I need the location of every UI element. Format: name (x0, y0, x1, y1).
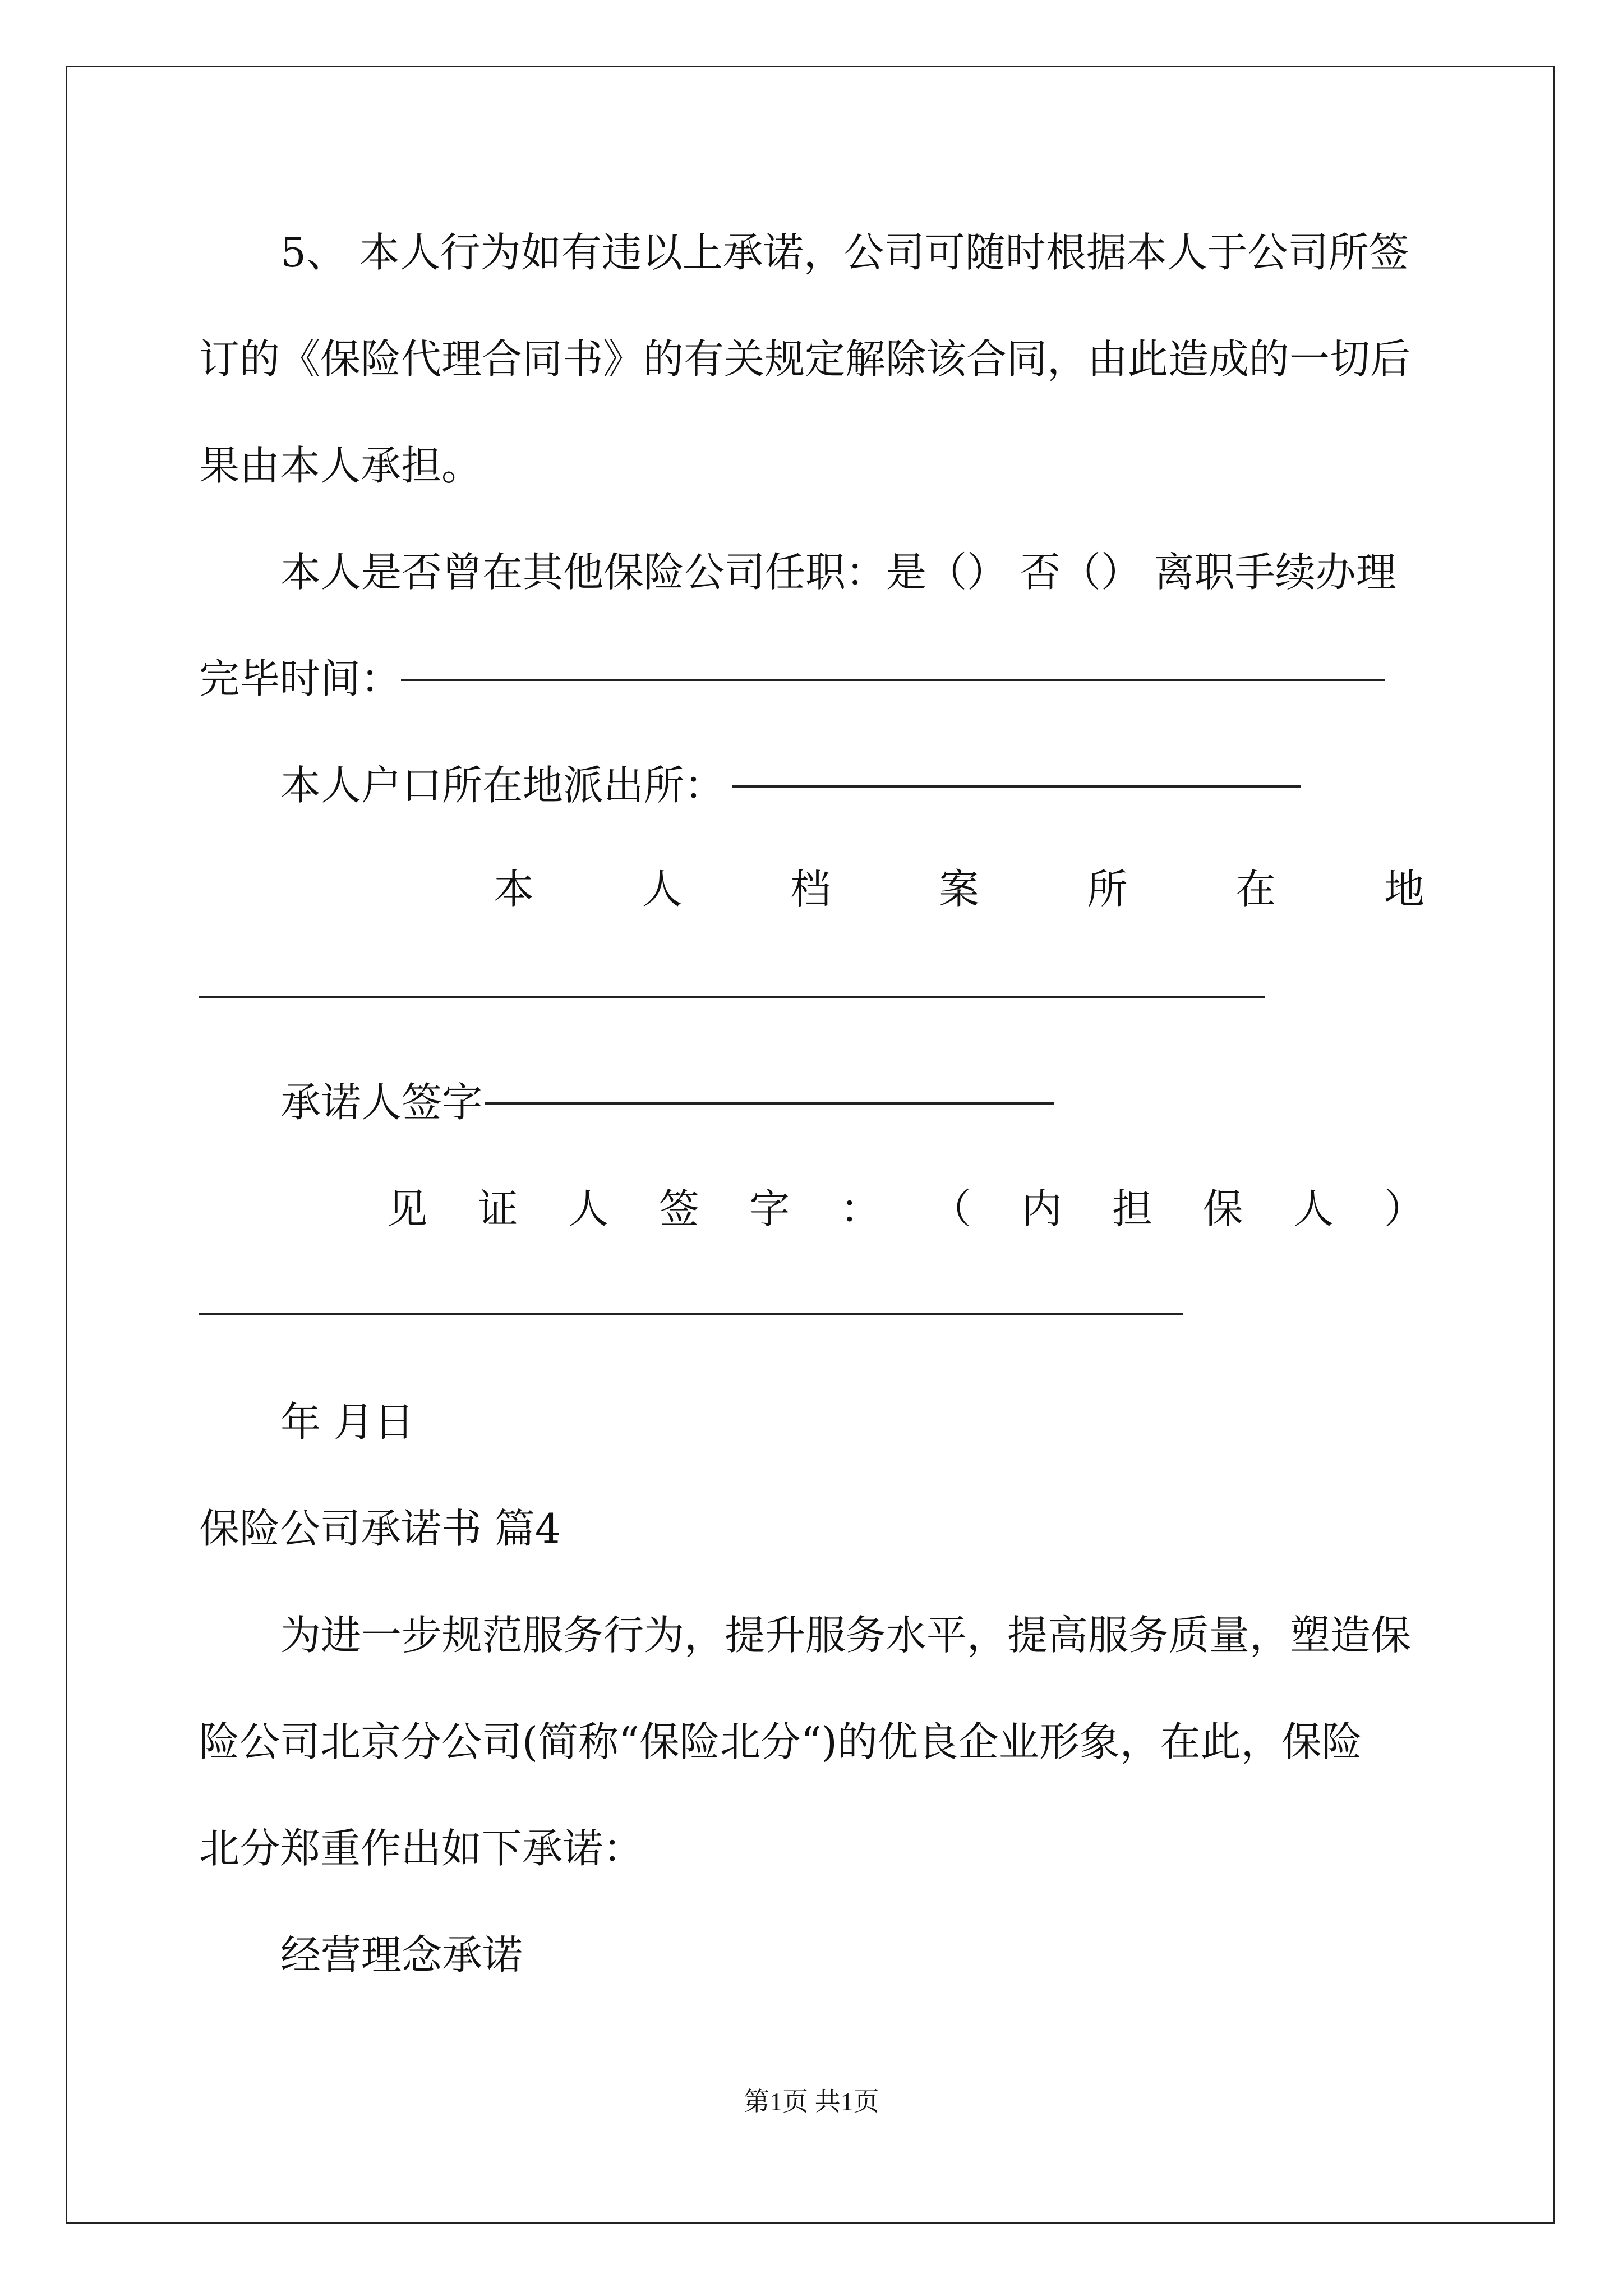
blank-line-archive (199, 996, 1265, 998)
intro-line-3: 北分郑重作出如下承诺： (199, 1825, 644, 1872)
witness-char: 证 (477, 1185, 518, 1232)
blank-line-hukou (732, 785, 1301, 788)
witness-label (387, 1181, 1424, 1237)
witness-char: 签 (658, 1185, 699, 1232)
subheading: 经营理念承诺 (280, 1931, 523, 1978)
archive-label (494, 861, 1424, 917)
date-line: 年 月日 (280, 1398, 414, 1446)
witness-char: 人 (1293, 1185, 1334, 1232)
archive-char: 本 (494, 866, 534, 913)
witness-char: 内 (1021, 1185, 1062, 1232)
archive-char: 在 (1235, 866, 1276, 913)
item5-line-1: 5、 本人行为如有违以上承诺，公司可随时根据本人于公司所签 (280, 229, 1409, 276)
prior-job-line-1: 本人是否曾在其他保险公司任职：是（） 否（） 离职手续办理 (280, 549, 1396, 596)
witness-char: （ (930, 1185, 971, 1232)
archive-char: 档 (790, 866, 831, 913)
signer-label: 承诺人签字 (280, 1079, 483, 1126)
witness-char: 见 (387, 1185, 428, 1232)
section-title: 保险公司承诺书 篇4 (199, 1505, 561, 1552)
archive-char: 案 (938, 866, 979, 913)
witness-char: ） (1384, 1185, 1424, 1232)
blank-line-witness (199, 1313, 1183, 1315)
witness-char: 人 (568, 1185, 609, 1232)
archive-char: 地 (1384, 866, 1424, 913)
witness-char: 担 (1112, 1185, 1153, 1232)
prior-job-line-2: 完毕时间： (199, 655, 402, 702)
item5-line-2: 订的《保险代理合同书》的有关规定解除该合同，由此造成的一切后 (199, 335, 1411, 383)
page-footer: 第1页 共1页 (744, 2087, 879, 2116)
hukou-label: 本人户口所在地派出所： (280, 762, 725, 809)
intro-line-1: 为进一步规范服务行为，提升服务水平，提高服务质量，塑造保 (280, 1612, 1412, 1659)
intro-line-2: 险公司北京分公司(简称“保险北分“)的优良企业形象，在此，保险 (199, 1718, 1362, 1765)
witness-char: ： (840, 1185, 881, 1232)
archive-char: 人 (642, 866, 683, 913)
archive-char: 所 (1087, 866, 1128, 913)
item5-line-3: 果由本人承担。 (199, 442, 482, 489)
witness-char: 保 (1202, 1185, 1243, 1232)
page-border (66, 66, 1555, 2224)
blank-line-leave-date (401, 679, 1385, 681)
witness-char: 字 (749, 1185, 790, 1232)
blank-line-signer (485, 1102, 1054, 1105)
